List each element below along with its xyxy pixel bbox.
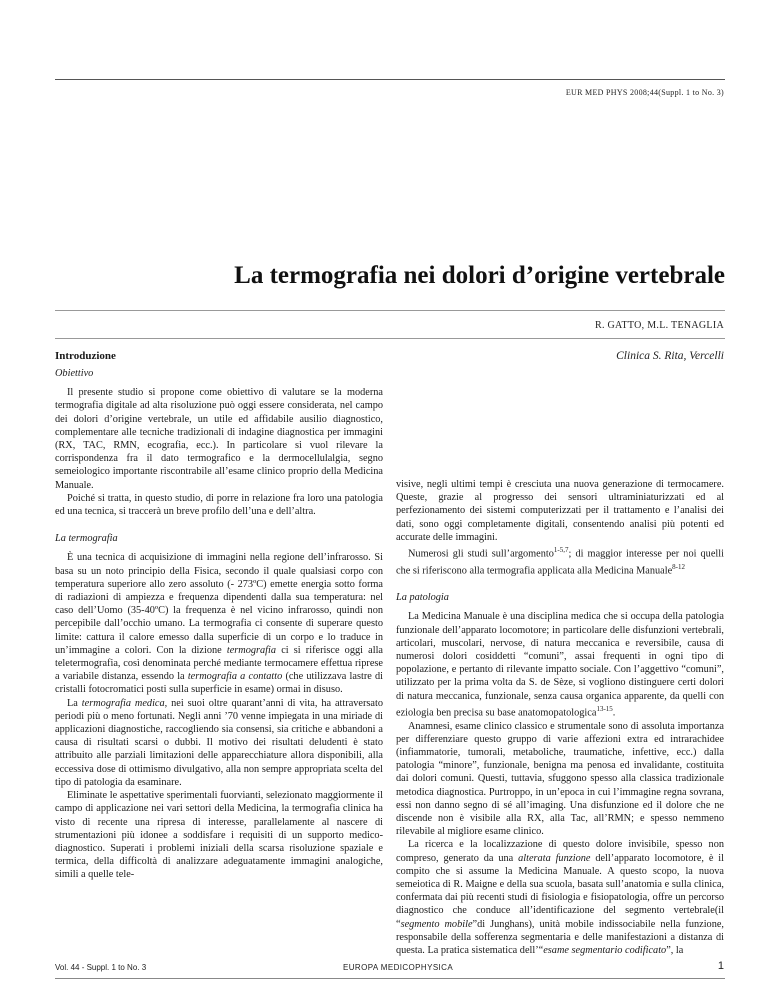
left-column	[55, 349, 383, 882]
emphasized-term: termografia a contatto	[187, 671, 283, 683]
article-title: La termografia nei dolori d’origine vertebrale	[234, 262, 725, 289]
citation: 13-15	[596, 704, 613, 713]
paragraph: Anamnesi, esame clinico classico e strumentale sono di assoluta importanza per differenziare questo gruppo di varie affezioni extra ed intrarachidee (infiammatorie, tumorali, metaboliche, traumatiche, infettive, ecc.) dalla patologia “minore”, funzionale, benigna ma penosa ed invalidante, costituita dai dolori comuni. Questi, tuttavia, sfuggono spesso alla classica tradizionale metodica diagnostica. Purtroppo, in un’epoca in cui l’immagine regna sovrana, essi non danno segno di sé all’imaging. Una disfunzione ed il dolore che ne discende non è visibile alla RX, alla Tac, all’RMN; e spesso nemmeno rilevabile al migliore esame clinico.	[396, 720, 724, 838]
citation: 1-5,7	[553, 546, 569, 555]
emphasized-term: segmento mobile	[400, 918, 473, 930]
subsection-title-patologia: La patologia	[396, 592, 449, 604]
emphasized-term: esame segmentario codificato	[543, 944, 667, 956]
paragraph: La termografia medica, nei suoi oltre quarant’anni di vita, ha attraversato periodi più o meno fortunati. Negli anni ’70 venne impiegata in una miriade di applicazioni diagnostiche, raccogliendo sia consensi, sia critiche e abbandoni a causa di risultati scarsi o dubbi. Il motivo dei risultati deludenti è stato attribuito alle parziali limitazioni delle apparecchiature allora disponibili, alla eccessiva dose di ottimismo divulgativo, alla non sempre appropriata scelta del tipo di patologia da esaminare.	[55, 697, 383, 788]
authors-rule	[55, 338, 725, 339]
page-number: 1	[717, 960, 724, 972]
paragraph: Il presente studio si propone come obiettivo di valutare se la moderna termografia digitale ad alta risoluzione può oggi essere considerata, nel campo dei dolori d’origine vertebrale, un utile ed affidabile ausilio diagnostico, complementare alle tecniche tradizionali di indagine diagnostica per immagini (RX, TAC, RMN, ecografia, ecc.). In particolare si vuol rilevare la corrispondenza fra il dato termografico e la dermocellulalgia, segno semeiologico importante riscontrabile all’esame clinico proprio della Medicina Manuale.	[55, 387, 383, 491]
article-authors: R. GATTO, M.L. TENAGLIA	[594, 320, 724, 331]
subsection-title-termografia: La termografia	[55, 533, 118, 545]
paragraph: La ricerca e la localizzazione di questo dolore invisibile, spesso non compreso, generato da una alterata funzione dell’apparato locomotore, è il compito che si assume la Medicina Manuale. A questo scopo, la nuova semeiotica di R. Maigne e della sua scuola, basata sull’anatomia e sulla clinica, confermata dai più recenti studi di fisiologia e fisiopatologia, offre un percorso diagnostico che conduce all’identificazione del segmento vertebrale(il “segmento mobile”di Junghans), unità mobile indissociabile nella funzione, responsabile della sofferenza segmentaria e delle manifestazioni a distanza di questa. La pratica sistematica dell’“esame segmentario codificato”, la	[396, 839, 725, 956]
emphasized-term: termografia medica,	[81, 697, 168, 709]
right-column	[396, 478, 724, 957]
paragraph: visive, negli ultimi tempi è cresciuta una nuova generazione di termocamere. Queste, grazie al progresso dei sensori ultraminiaturizzati ed al perfezionamento dei sistemi computerizzati per il trattamento e l’analisi dei dati, sono oggi completamente digitali, consentendo analisi più potenti ed accurate delle immagini.	[396, 479, 724, 543]
footer-journal-name: EUROPA MEDICOPHYSICA	[343, 963, 454, 972]
footer-rule	[55, 978, 725, 979]
title-rule	[55, 310, 725, 311]
citation: 8-12	[672, 562, 686, 571]
paragraph: La Medicina Manuale è una disciplina medica che si occupa della patologia funzionale dell’apparato locomotore; in particolare delle disfunzioni vertebrali, articolari, muscolari, nervose, di natura meccanica e reversibile, causa di numerosi dolori cosiddetti “comuni”, assai frequenti in ogni tipo di popolazione, e pertanto di rilevante impatto sociale. Con l’aggettivo “comuni”, utilizzato per la prima volta da S. de Sèze, si vogliono distinguere certi dolori di natura meccanica, funzionale, senza causa organica apparente, da quelli con eziologia ben precisa su base anatomopatologica$^{13-15}$.	[396, 611, 724, 719]
article-affiliation: Clinica S. Rita, Vercelli	[616, 350, 724, 362]
footer-volume: Vol. 44 - Suppl. 1 to No. 3	[55, 963, 147, 972]
emphasized-term: termografia	[226, 644, 277, 656]
header-rule	[55, 79, 725, 80]
subsection-title-obiettivo: Obiettivo	[55, 368, 94, 379]
paragraph: Eliminate le aspettative sperimentali fuorvianti, selezionato maggiormente il campo di applicazione nei vari settori della Medicina, la termografia clinica ha visto di recente una ripresa di interesse, parallelamente al nascere di strumentazioni più idonee a soddisfare i requisiti di un supporto medico-diagnostico. Superati i problemi iniziali della scarsa risoluzione spaziale e termica, della difficoltà di analizzare adeguatamente immagini analogiche, simili a quelle tele-	[55, 790, 383, 881]
journal-header: EUR MED PHYS 2008;44(Suppl. 1 to No. 3)	[565, 88, 724, 97]
paragraph: Poiché si tratta, in questo studio, di porre in relazione fra loro una patologia ed una tecnica, si traccerà un breve profilo dell’una e dell’altra.	[55, 492, 383, 518]
emphasized-term: alterata funzione	[518, 852, 591, 864]
paragraph: Numerosi gli studi sull’argomento$^{1-5,7}$; di maggior interesse per noi quelli che si riferiscono alla termografia applicata alla Medicina Manuale$^{8-12}$	[396, 546, 724, 577]
paragraph: È una tecnica di acquisizione di immagini nella regione dell’infrarosso. Si basa su un noto principio della Fisica, secondo il quale qualsiasi corpo con temperatura superiore allo zero assoluto (- 273ºC) emette energia sotto forma di radiazioni di ampiezza e frequenza dipendenti dalla sua temperatura: nel caso dell’Uomo (35-40ºC) la frequenza è nel vicino infrarosso, quindi non percepibile dall’occhio umano. La termografia ci consente di superare questo limite: cattura il calore emesso dalla superficie di un corpo e lo traduce in un’immagine a colori. Con la dizione termografia ci si riferisce oggi alla teletermografia, così denominata perché mediante termocamere effettua riprese a variabile distanza, essendo la termografia a contatto (che utilizzava lastre di cristalli fotocromatici posti sulla superficie in esame) ormai in disuso.	[55, 552, 384, 696]
section-title-introduzione: Introduzione	[55, 350, 116, 362]
